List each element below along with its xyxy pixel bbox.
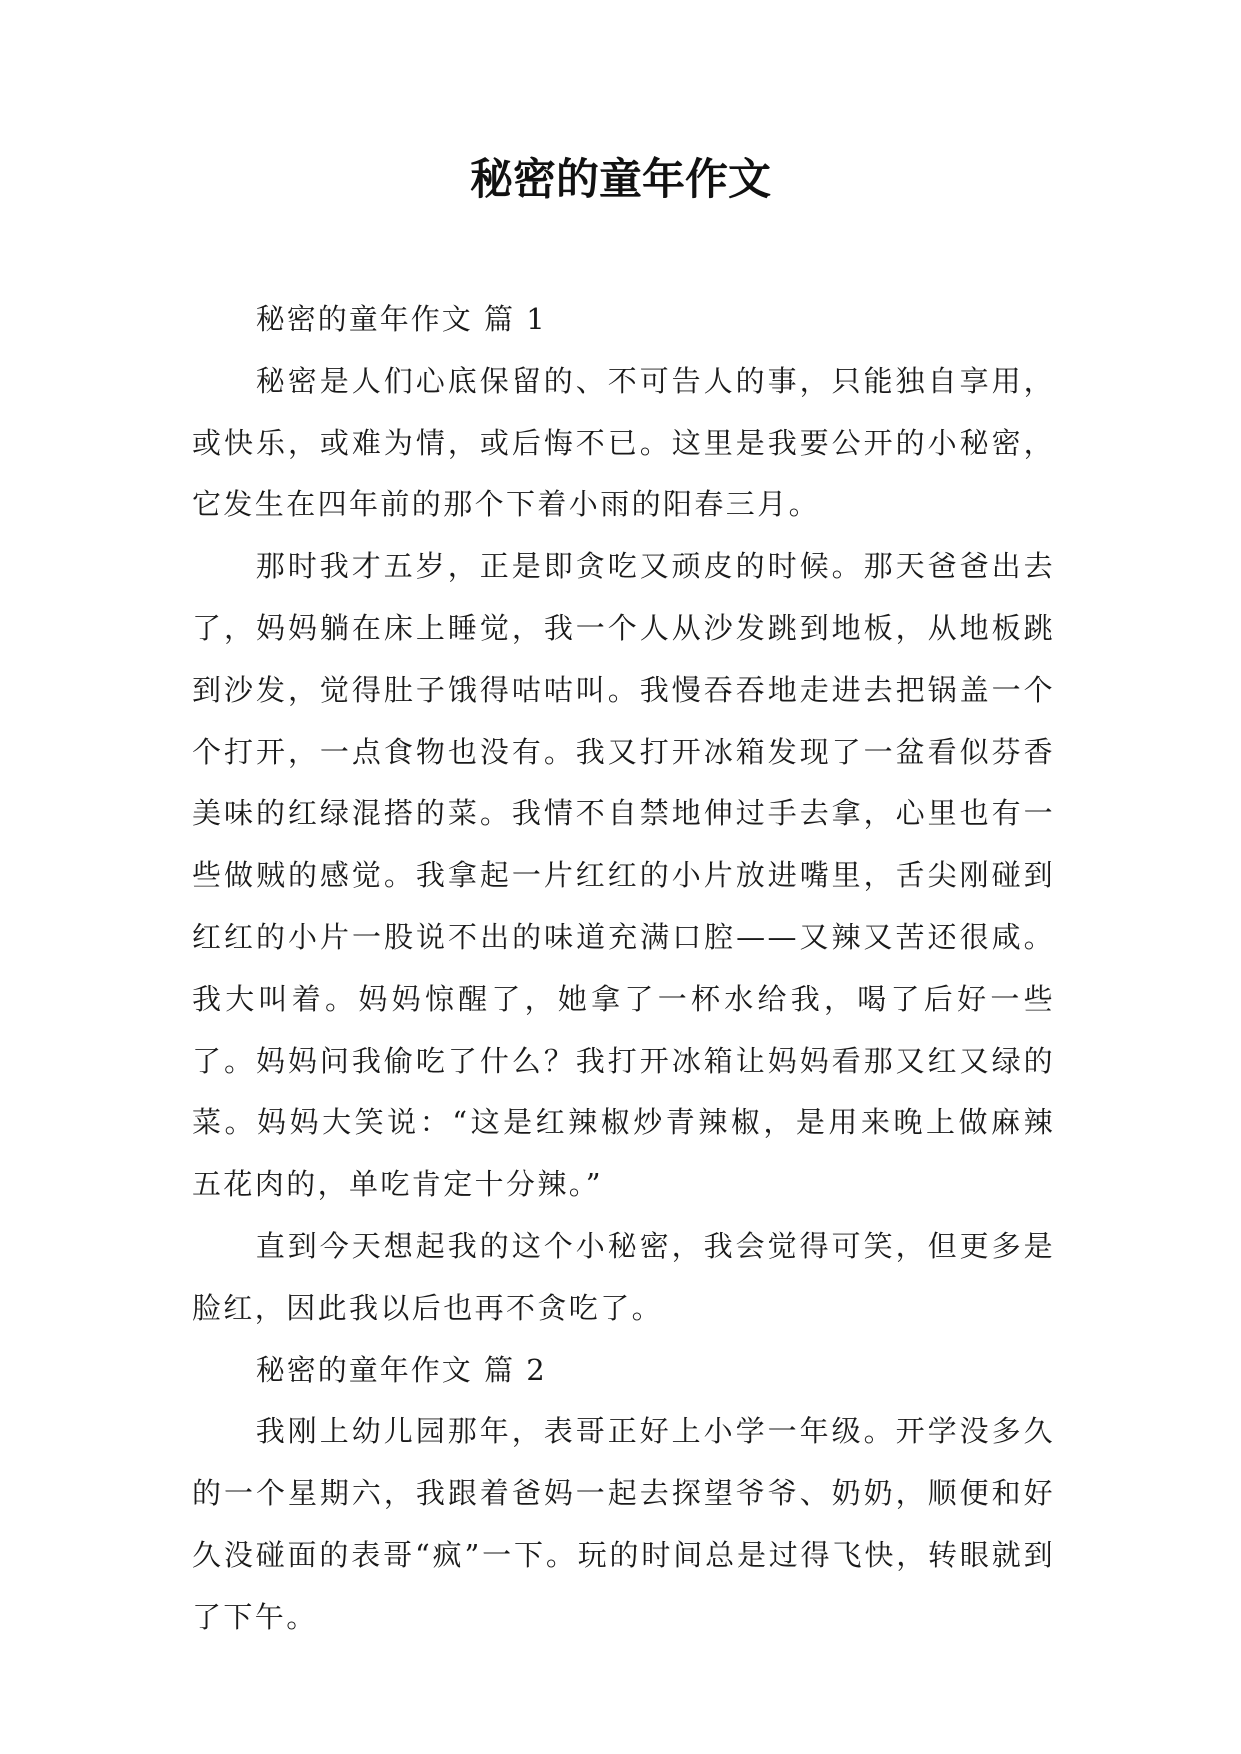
document-body bbox=[192, 289, 1055, 1649]
section-heading: 秘密的童年作文 篇 2 bbox=[255, 1352, 547, 1387]
paragraph: 我刚上幼儿园那年，表哥正好上小学一年级。开学没多久的一个星期六，我跟着爸妈一起去探望爷爷、奶奶，顺便和好久没碰面的表哥“疯”一下。玩的时间总是过得飞快，转眼就到了下午。 bbox=[192, 1414, 1055, 1634]
paragraph: 直到今天想起我的这个小秘密，我会觉得可笑，但更多是脸红，因此我以后也再不贪吃了。 bbox=[192, 1228, 1055, 1325]
document-title: 秘密的童年作文 bbox=[470, 155, 771, 205]
paragraph: 那时我才五岁，正是即贪吃又顽皮的时候。那天爸爸出去了，妈妈躺在床上睡觉，我一个人从沙发跳到地板，从地板跳到沙发，觉得肚子饿得咕咕叫。我慢吞吞地走进去把锅盖一个个打开，一点食物也没有。我又打开冰箱发现了一盆看似芬香美味的红绿混搭的菜。我情不自禁地伸过手去拿，心里也有一些做贼的感觉。我拿起一片红红的小片放进嘴里，舌尖刚碰到红红的小片一股说不出的味道充满口腔——又辣又苦还很咸。我大叫着。妈妈惊醒了，她拿了一杯水给我，喝了后好一些了。妈妈问我偷吃了什么？我打开冰箱让妈妈看那又红又绿的菜。妈妈大笑说：“这是红辣椒炒青辣椒，是用来晚上做麻辣五花肉的，单吃肯定十分辣。” bbox=[192, 549, 1055, 1202]
section-heading: 秘密的童年作文 篇 1 bbox=[255, 302, 547, 336]
paragraph: 秘密是人们心底保留的、不可告人的事，只能独自享用，或快乐，或难为情，或后悔不已。这里是我要公开的小秘密，它发生在四年前的那个下着小雨的阳春三月。 bbox=[192, 363, 1055, 522]
